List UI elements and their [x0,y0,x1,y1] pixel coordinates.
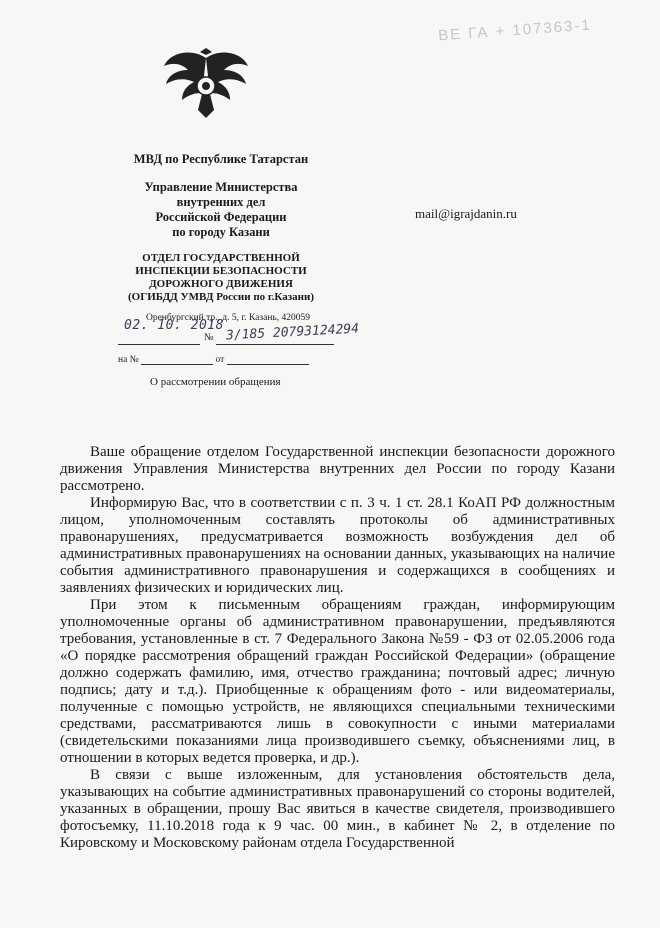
registration-stamp: ВЕ ГА + 107363-1 [437,16,593,45]
letter-subject: О рассмотрении обращения [150,376,281,388]
ref-from-label: от [215,355,225,365]
org-main-heading: МВД по Республике Татарстан [133,152,309,166]
ref-date-line [227,354,309,365]
body-paragraph: В связи с выше изложенным, для установления обстоятельств дела, указывающих на событие административных правонарушений со стороны водителей, указанных в обращении, прошу Вас явиться в качестве свидетеля, производившего фотосъемку, 11.10.2018 года к 9 час. 00 мин., в кабинет № 2, в отделение по Кировскому и Московскому районам отдела Государственной [60,767,615,851]
body-paragraph: Ваше обращение отделом Государственной инспекции безопасности дорожного движения Управления Министерства внутренних дел России по городу Казани рассмотрено. [60,444,615,494]
double-headed-eagle-emblem-icon [162,48,250,120]
letter-body [60,444,615,852]
reference-row [118,354,309,365]
recipient-email: mail@igrajdanin.ru [415,206,517,221]
ref-label: на № [118,355,139,365]
handwritten-number: 3/185 20793124294 [225,321,360,344]
number-label: № [204,332,214,343]
body-paragraph: Информирую Вас, что в соответствии с п. 3 ч. 1 ст. 28.1 КоАП РФ должностным лицом, уполномоченным составлять протоколы об административных правонарушениях, предусматривается возможность возбуждения дел об административных правонарушениях на основании данных, указывающих на наличие события административного правонарушения и содержащихся в сообщениях и заявлениях физических и юридических лиц. [60,495,615,596]
org-sub-heading: Управление Министерства внутренних дел Российской Федерации по городу Казани [144,180,298,239]
org-address: Оренбургский тр., д. 5, г. Казань, 420059 [145,313,311,323]
body-paragraph: При этом к письменным обращениям граждан, информирующим уполномоченные органы об административном правонарушении, предъявляются требования, установленные в ст. 7 Федерального Закона №59 - ФЗ от 02.05.2006 года «О порядке рассмотрения обращений граждан Российской Федерации» (обращение должно содержать фамилию, имя, отчество гражданина; почтовый адрес; личную подпись; дату и т.д.). Приобщенные к обращениям фото - или видеоматериалы, полученные с помощью устройств, не являющихся специальными техническими средствами, рассматриваются лишь в совокупности с иными материалами (свидетельскими показаниями лица производившего съемку, объяснениями лиц, в отношении в которых ведется проверка, и др.). [60,597,615,766]
ref-number-line [141,354,213,365]
department-heading: ОТДЕЛ ГОСУДАРСТВЕННОЙ ИНСПЕКЦИИ БЕЗОПАСНОСТИ ДОРОЖНОГО ДВИЖЕНИЯ (ОГИБДД УМВД России по г.Казани) [127,252,315,303]
handwritten-date: 02. 10. 2018 [124,318,224,333]
